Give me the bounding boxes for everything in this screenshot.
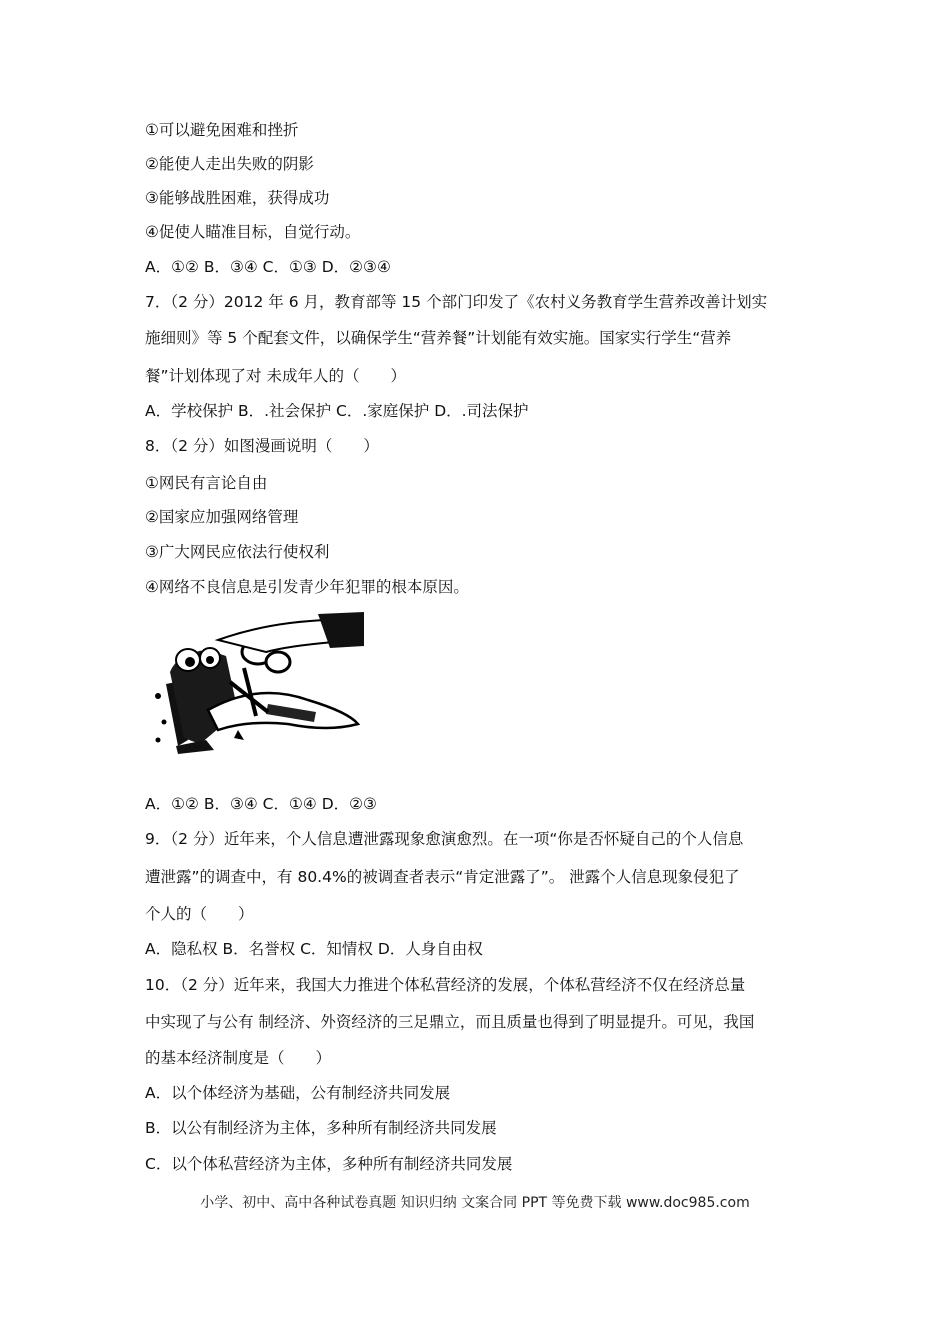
- text-line: 中实现了与公有 制经济、外资经济的三足鼎立，而且质量也得到了明显提升。可见，我国: [145, 1013, 755, 1031]
- text-line: ②能使人走出失败的阴影: [145, 155, 314, 173]
- text-line: ①可以避免困难和挫折: [145, 121, 299, 139]
- text-line: ③能够战胜困难，获得成功: [145, 189, 330, 207]
- answer-options: A．隐私权 B．名誉权 C．知情权 D．人身自由权: [145, 940, 483, 958]
- text-line: ④促使人瞄准目标，自觉行动。: [145, 223, 361, 241]
- text-line: ④网络不良信息是引发青少年犯罪的根本原因。: [145, 578, 469, 596]
- question-10: 10．（2 分）近年来，我国大力推进个体私营经济的发展，个体私营经济不仅在经济总量: [145, 976, 746, 994]
- page-footer: 小学、初中、高中各种试卷真题 知识归纳 文案合同 PPT 等免费下载 www.doc985.com: [200, 1195, 750, 1211]
- text-line: 施细则》等 5 个配套文件，以确保学生“营养餐”计划能有效实施。国家实行学生“营养: [145, 329, 732, 347]
- answer-option-c: C．以个体私营经济为主体，多种所有制经济共同发展: [145, 1155, 513, 1173]
- question-8: 8．（2 分）如图漫画说明（ ）: [145, 437, 379, 455]
- answer-options: A．①② B．③④ C．①④ D．②③: [145, 795, 377, 813]
- answer-options: A．①② B．③④ C．①③ D．②③④: [145, 258, 391, 276]
- text-line: 遭泄露”的调查中，有 80.4%的被调查者表示“肯定泄露了”。 泄露个人信息现象侵犯了: [145, 868, 740, 886]
- question-7: 7．（2 分）2012 年 6 月，教育部等 15 个部门印发了《农村义务教育学生营养改善计划实: [145, 293, 768, 311]
- text-line: ②国家应加强网络管理: [145, 508, 299, 526]
- text-line: 餐”计划体现了对 未成年人的（ ）: [145, 367, 406, 385]
- text-line: 的基本经济制度是（ ）: [145, 1049, 332, 1067]
- cartoon-image: [148, 612, 366, 758]
- answer-option-a: A．以个体经济为基础，公有制经济共同发展: [145, 1084, 451, 1102]
- text-line: ③广大网民应依法行使权利: [145, 543, 330, 561]
- question-9: 9．（2 分）近年来，个人信息遭泄露现象愈演愈烈。在一项“你是否怀疑自己的个人信息: [145, 830, 744, 848]
- text-line: ①网民有言论自由: [145, 474, 268, 492]
- text-line: 个人的（ ）: [145, 905, 254, 923]
- answer-options: A．学校保护 B．.社会保护 C．.家庭保护 D．.司法保护: [145, 402, 529, 420]
- answer-option-b: B．以公有制经济为主体，多种所有制经济共同发展: [145, 1119, 497, 1137]
